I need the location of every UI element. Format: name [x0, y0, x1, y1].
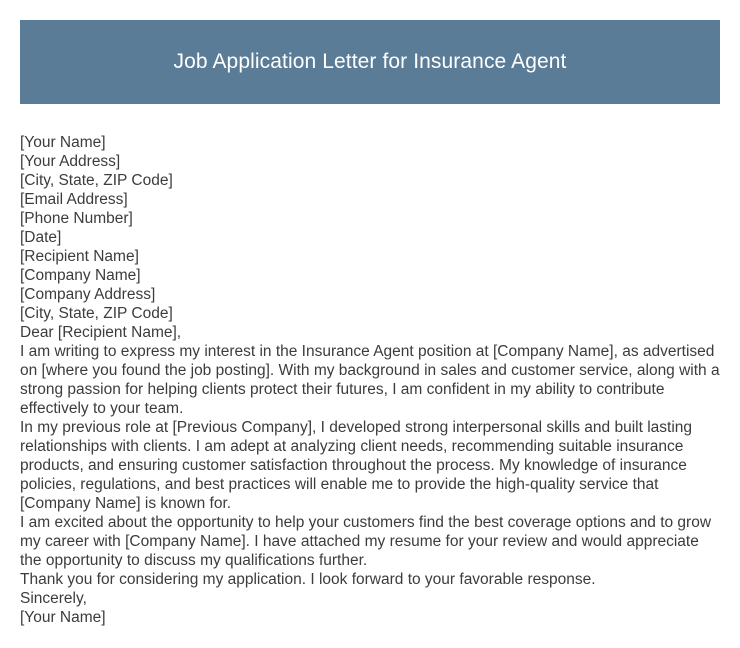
recipient-city-state-zip: [City, State, ZIP Code] [20, 305, 173, 322]
recipient-company: [Company Name] [20, 267, 141, 284]
letter-body [20, 133, 720, 627]
sender-address: [Your Address] [20, 153, 121, 170]
sender-city-state-zip: [City, State, ZIP Code] [20, 172, 173, 189]
paragraph-closing: I am excited about the opportunity to help your customers find the best coverage options and to grow my career with [Company Name]. I have attached my resume for your review and would appreciate the opportunity to discuss my qualifications further. [20, 514, 712, 569]
recipient-name: [Recipient Name] [20, 248, 139, 265]
signature-name: [Your Name] [20, 609, 106, 626]
sender-phone: [Phone Number] [20, 210, 133, 227]
title-banner [20, 20, 720, 104]
salutation: Dear [Recipient Name], [20, 324, 182, 341]
sender-name: [Your Name] [20, 134, 106, 151]
letter-date: [Date] [20, 229, 62, 246]
sender-email: [Email Address] [20, 191, 128, 208]
sign-off: Sincerely, [20, 590, 87, 607]
thank-you-line: Thank you for considering my application. I look forward to your favorable response. [20, 571, 596, 588]
paragraph-experience: In my previous role at [Previous Company], I developed strong interpersonal skills and built lasting relationships with clients. I am adept at analyzing client needs, recommending suitable insurance products, and ensuring customer satisfaction throughout the process. My knowledge of insurance policies, regulations, and best practices will enable me to provide the high-quality service that [Company Name] is known for. [20, 419, 693, 512]
paragraph-intro: I am writing to express my interest in the Insurance Agent position at [Company Name], as advertised on [where you found the job posting]. With my background in sales and customer service, along with a strong passion for helping clients protect their futures, I am confident in my ability to contribute effectively to your team. [20, 343, 720, 417]
page-title: Job Application Letter for Insurance Agent [173, 50, 567, 73]
recipient-company-address: [Company Address] [20, 286, 156, 303]
